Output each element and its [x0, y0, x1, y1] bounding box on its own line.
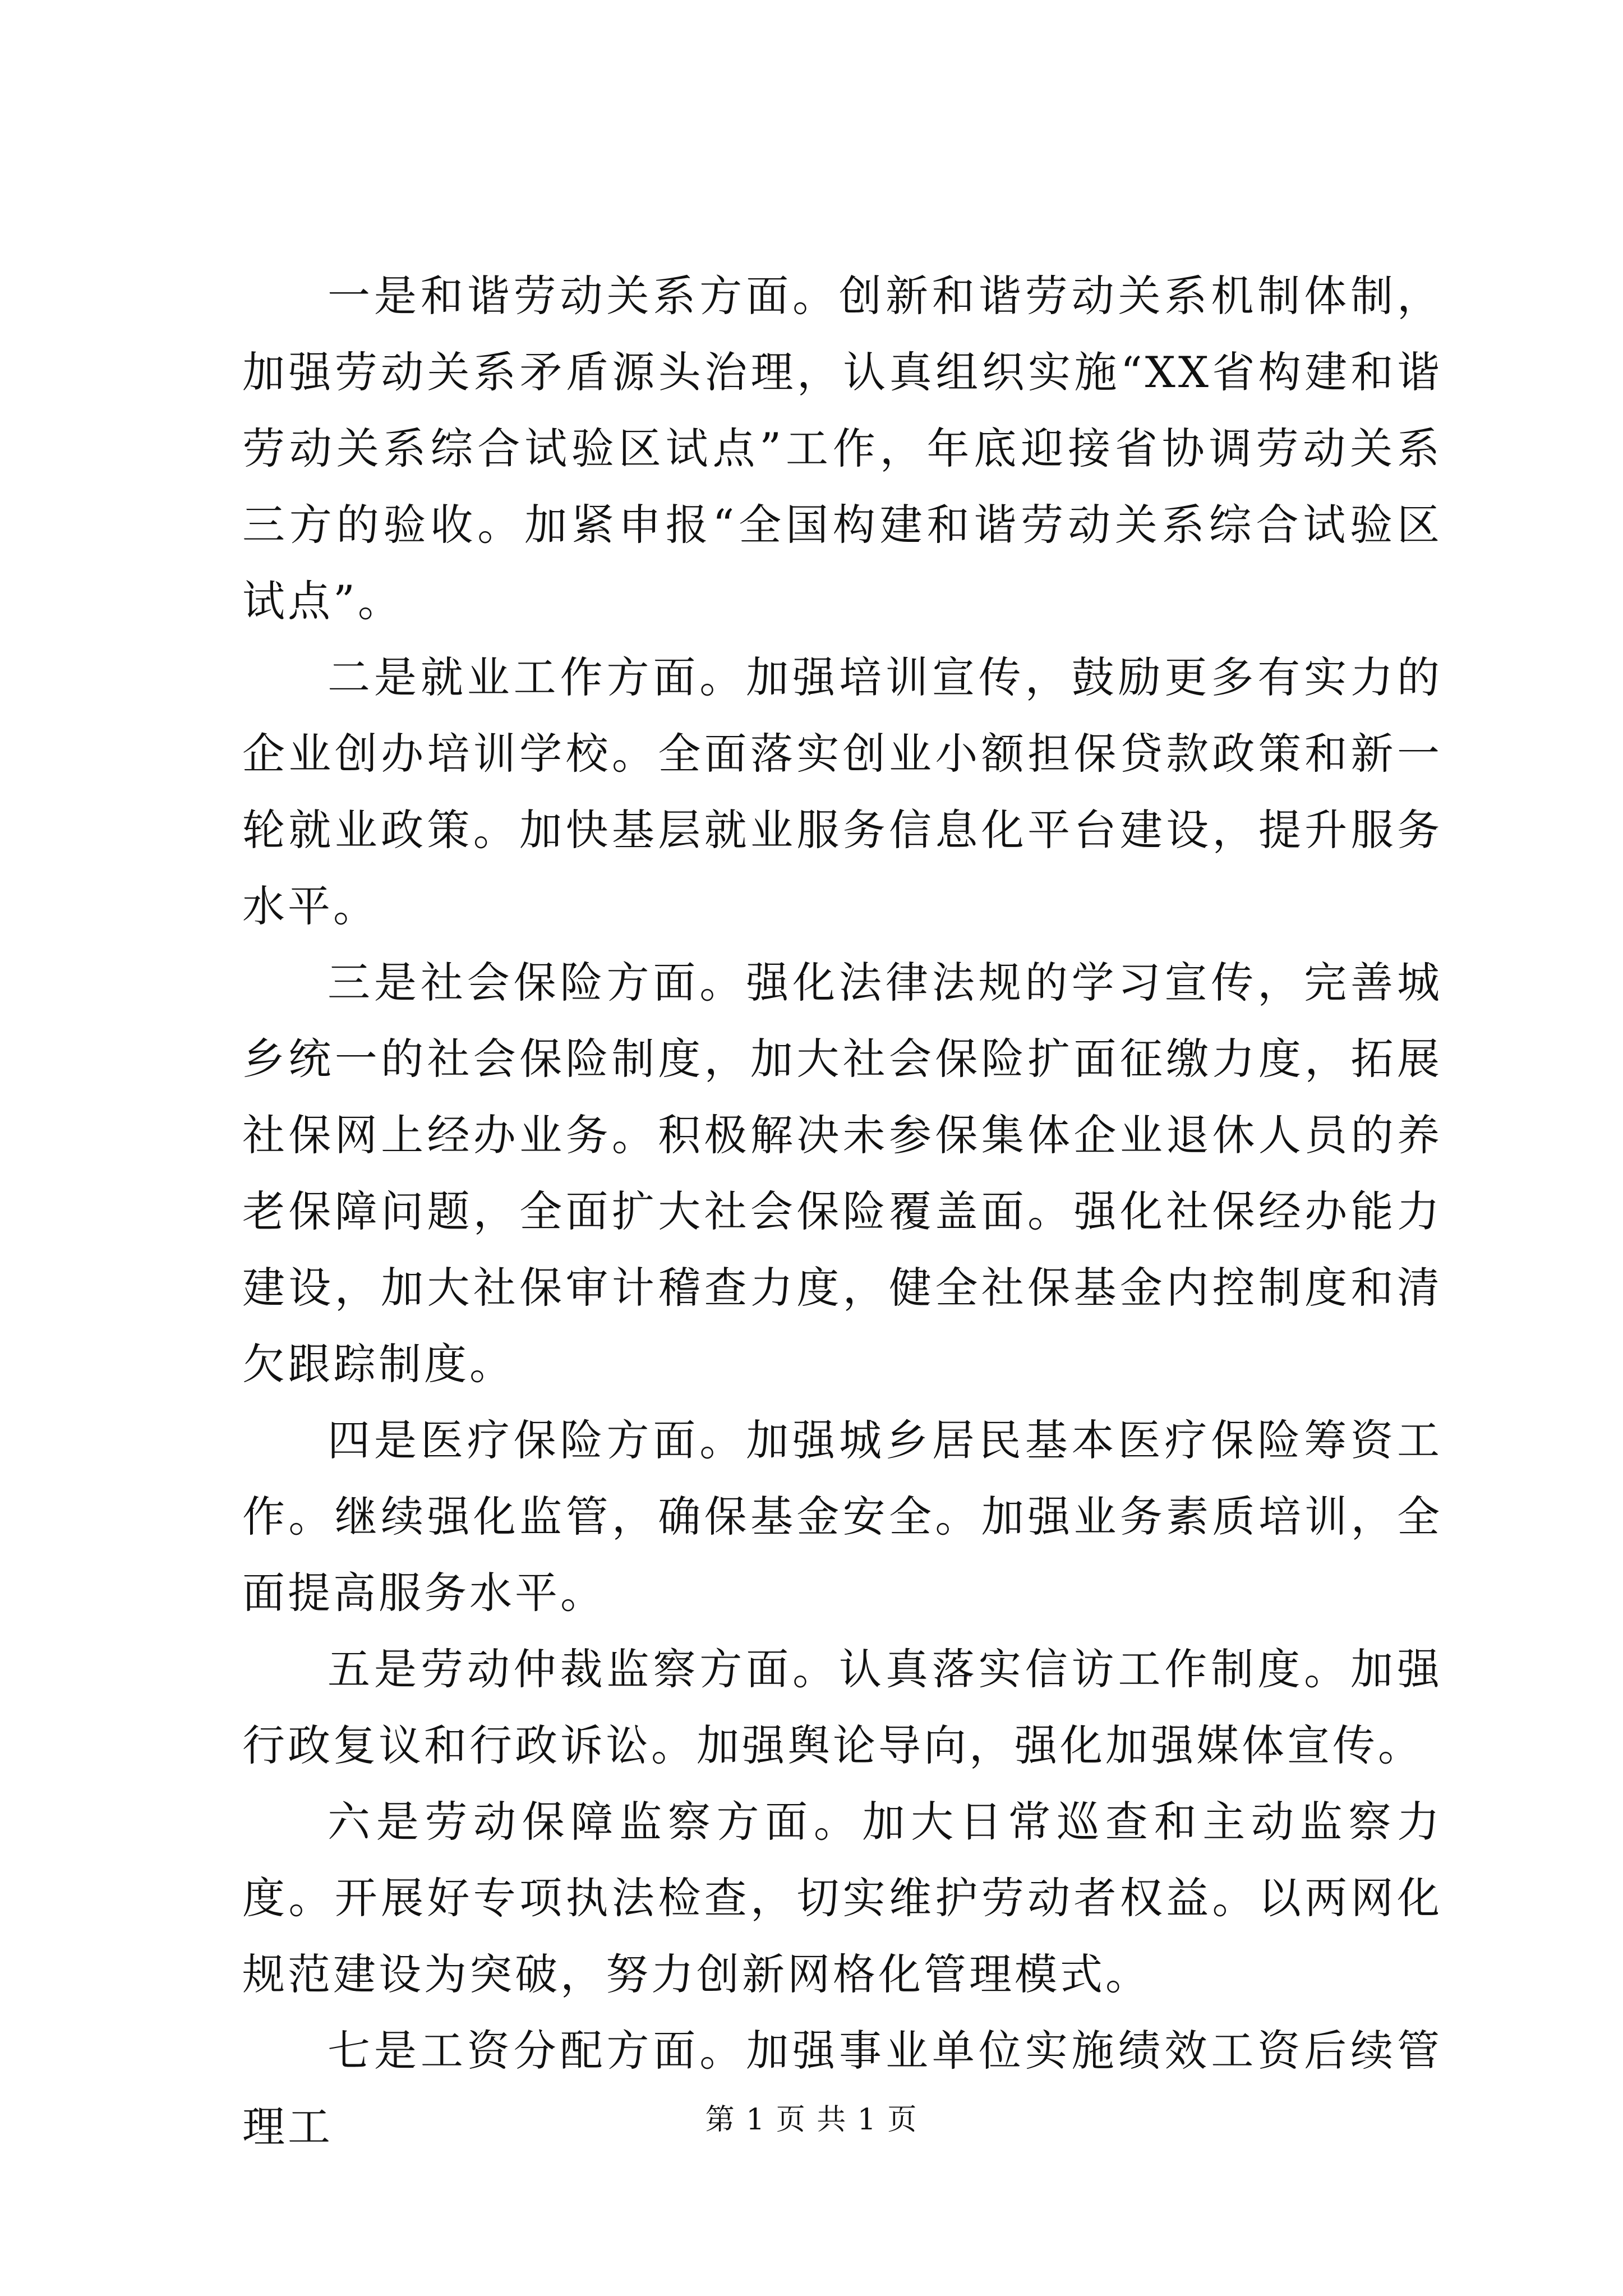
paragraph-social-insurance: 三是社会保险方面。强化法律法规的学习宣传，完善城乡统一的社会保险制度，加大社会保险扩面征缴力度，拓展社保网上经办业务。积极解决未参保集体企业退休人员的养老保障问题，全面扩大社会保险覆盖面。强化社保经办能力建设，加大社保审计稽查力度，健全社保基金内控制度和清欠跟踪制度。 [242, 958, 1442, 1389]
paragraph-labor-arbitration: 五是劳动仲裁监察方面。认真落实信访工作制度。加强行政复议和行政诉讼。加强舆论导向，强化加强媒体宣传。 [242, 1644, 1442, 1770]
document-body [242, 258, 1442, 2165]
paragraph-labor-inspection: 六是劳动保障监察方面。加大日常巡查和主动监察力度。开展好专项执法检查，切实维护劳动者权益。以两网化规范建设为突破，努力创新网格化管理模式。 [242, 1797, 1442, 1999]
paragraph-labor-relations: 一是和谐劳动关系方面。创新和谐劳动关系机制体制，加强劳动关系矛盾源头治理，认真组织实施“XX省构建和谐劳动关系综合试验区试点”工作，年底迎接省协调劳动关系三方的验收。加紧申报“全国构建和谐劳动关系综合试验区试点”。 [242, 271, 1442, 626]
page-footer: 第 1 页 共 1 页 [705, 2103, 918, 2137]
paragraph-wage-distribution: 七是工资分配方面。加强事业单位实施绩效工资后续管理工 [242, 2026, 1442, 2152]
paragraph-medical-insurance: 四是医疗保险方面。加强城乡居民基本医疗保险筹资工作。继续强化监管，确保基金安全。加强业务素质培训，全面提高服务水平。 [242, 1415, 1442, 1618]
paragraph-employment: 二是就业工作方面。加强培训宣传，鼓励更多有实力的企业创办培训学校。全面落实创业小额担保贷款政策和新一轮就业政策。加快基层就业服务信息化平台建设，提升服务水平。 [242, 652, 1442, 931]
